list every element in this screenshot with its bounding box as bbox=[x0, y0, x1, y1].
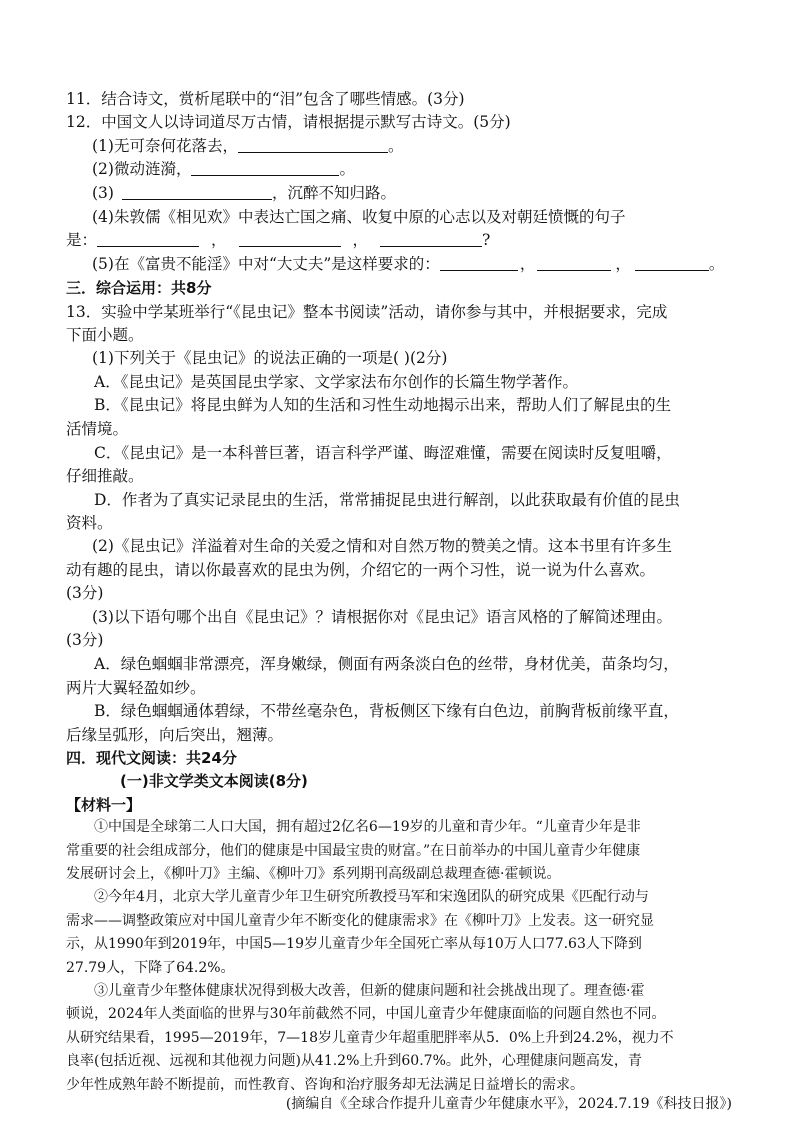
paragraph-2-line2: 需求——调整政策应对中国儿童青少年不断变化的健康需求》在《柳叶刀》上发表。这一研究显 bbox=[66, 912, 654, 929]
label: 是： bbox=[66, 231, 98, 250]
answer-blank[interactable] bbox=[635, 254, 709, 271]
option-c[interactable]: C．《昆虫记》是一本科普巨著，语言科学严谨、晦涩难懂，需要在阅读时反复咀嚼， bbox=[94, 443, 672, 462]
material-1-label: 【材料一】 bbox=[66, 795, 142, 814]
paragraph-2: ②今年4月，北京大学儿童青少年卫生研究所教授马军和宋逸团队的研究成果《匹配行动与 bbox=[94, 889, 649, 906]
question-13-2-score: (3分) bbox=[66, 584, 104, 603]
option-c-cont: 仔细推敲。 bbox=[66, 467, 144, 486]
quote-option-a: A．绿色蝈蝈非常漂亮，浑身嫩绿，侧面有两条淡白色的丝带，身材优美，苗条均匀， bbox=[94, 655, 679, 674]
question-12-3-end: ，沉醉不知归路。 bbox=[271, 183, 396, 202]
punct: ， bbox=[615, 254, 631, 273]
question-12: 12．中国文人以诗词道尽万古情，请根据提示默写古诗文。(5分) bbox=[66, 113, 511, 132]
punct: 。 bbox=[387, 136, 404, 155]
question-13-3-score: (3分) bbox=[66, 631, 104, 649]
option-d-cont: 资料。 bbox=[66, 514, 113, 532]
punct: ， bbox=[519, 254, 536, 273]
paragraph-3: ③儿童青少年整体健康状况得到极大改善，但新的健康问题和社会挑战出现了。理查德·霍 bbox=[94, 982, 645, 999]
question-13-1: (1)下列关于《昆虫记》的说法正确的一项是( )(2分) bbox=[92, 349, 448, 368]
answer-blank[interactable] bbox=[380, 230, 482, 247]
answer-blank[interactable] bbox=[440, 254, 518, 271]
answer-blank[interactable] bbox=[97, 230, 199, 247]
answer-blank[interactable] bbox=[191, 159, 339, 176]
source-citation: (摘编自《全球合作提升儿童青少年健康水平》，2024.7.19《科技日报》) bbox=[285, 1096, 732, 1112]
subsection-1-heading: (一)非文学类文本阅读(8分) bbox=[120, 772, 308, 791]
question-11: 11．结合诗文，赏析尾联中的“泪”包含了哪些情感。(3分) bbox=[66, 90, 465, 108]
question-13-intro: 13．实验中学某班举行“《昆虫记》整本书阅读”活动，请你参与其中，并根据要求，完成 bbox=[66, 302, 668, 321]
paragraph-1-line2: 常重要的社会组成部分，他们的健康是中国最宝贵的财富。”在日前举办的中国儿童青少年健康 bbox=[66, 842, 641, 859]
quote-option-a-cont: 两片大翼轻盈如纱。 bbox=[66, 678, 206, 697]
question-12-2-text: (2)微动涟漪， bbox=[92, 160, 192, 179]
section-4-heading: 四．现代文阅读：共24分 bbox=[66, 749, 237, 767]
question-13-2-cont: 动有趣的昆虫，请以你最喜欢的昆虫为例，介绍它的一两个习性，说一说为什么喜欢。 bbox=[66, 560, 656, 579]
option-b-cont: 活情境。 bbox=[66, 419, 129, 438]
question-12-1 bbox=[92, 133, 732, 159]
option-d[interactable]: D．作者为了真实记录昆虫的生活，常常捕捉昆虫进行解剖，以此获取最有价值的昆虫 bbox=[94, 490, 680, 509]
option-a[interactable]: A．《昆虫记》是英国昆虫学家、文学家法布尔创作的长篇生物学著作。 bbox=[94, 372, 578, 391]
paragraph-1-line3: 发展研讨会上，《柳叶刀》主编、《柳叶刀》系列期刊高级副总裁理查德·霍顿说。 bbox=[66, 865, 561, 882]
punct: ? bbox=[482, 231, 491, 250]
answer-blank[interactable] bbox=[122, 183, 272, 200]
question-12-3 bbox=[92, 180, 732, 206]
punct: 。 bbox=[708, 254, 725, 273]
paragraph-3-line5: 少年性成熟年龄不断提前，而性教育、咨询和治疗服务却无法满足日益增长的需求。 bbox=[66, 1076, 584, 1093]
paragraph-1: ①中国是全球第二人口大国，拥有超过2亿名6—19岁的儿童和青少年。“儿童青少年是非 bbox=[94, 819, 641, 836]
question-12-5-text: (5)在《富贵不能淫》中对“大丈夫”是这样要求的： bbox=[92, 254, 440, 273]
question-12-3-text: (3) bbox=[92, 183, 114, 202]
quote-option-b-cont: 后缘呈弧形，向后突出，翘薄。 bbox=[66, 725, 284, 744]
paragraph-2-line4: 27.79人，下降了64.2%。 bbox=[66, 959, 235, 976]
question-12-4-answer bbox=[66, 227, 732, 253]
question-12-4: (4)朱敦儒《相见欢》中表达亡国之痛、收复中原的心志以及对朝廷愤慨的句子 bbox=[92, 208, 626, 226]
quote-option-b: B．绿色蝈蝈通体碧绿，不带丝毫杂色，背板侧区下缘有白色边，前胸背板前缘平直， bbox=[94, 702, 679, 721]
question-13-2: (2)《昆虫记》洋溢着对生命的关爱之情和对自然万物的赞美之情。这本书里有许多生 bbox=[92, 537, 672, 556]
section-3-heading: 三．综合运用：共8分 bbox=[66, 279, 212, 298]
question-12-2 bbox=[92, 156, 732, 182]
punct: 。 bbox=[339, 160, 355, 179]
question-13-intro-cont: 下面小题。 bbox=[66, 325, 144, 344]
answer-blank[interactable] bbox=[239, 230, 341, 247]
punct: ， bbox=[211, 231, 227, 250]
question-13-3: (3)以下语句哪个出自《昆虫记》？请根据你对《昆虫记》语言风格的了解简述理由。 bbox=[92, 607, 672, 626]
paragraph-3-line2: 顿说，2024年人类面临的世界与30年前截然不同，中国儿童青少年健康面临的问题自然也不同。 bbox=[66, 1006, 666, 1023]
answer-blank[interactable] bbox=[238, 136, 388, 153]
paragraph-3-line4: 良率(包括近视、远视和其他视力问题)从41.2%上升到60.7%。此外，心理健康问题高发，青 bbox=[66, 1053, 642, 1070]
question-12-1-text: (1)无可奈何花落去， bbox=[92, 136, 238, 155]
question-12-5 bbox=[92, 251, 732, 277]
paragraph-2-line3: 示，从1990年到2019年，中国5—19岁儿童青少年全国死亡率从每10万人口77.63人下降到 bbox=[66, 936, 642, 953]
punct: ， bbox=[352, 231, 369, 250]
paragraph-3-line3: 从研究结果看，1995—2019年，7—18岁儿童青少年超重肥胖率从5．0%上升到24.2%，视力不 bbox=[66, 1029, 674, 1046]
option-b[interactable]: B．《昆虫记》将昆虫鲜为人知的生活和习性生动地揭示出来，帮助人们了解昆虫的生 bbox=[94, 396, 672, 415]
answer-blank[interactable] bbox=[537, 254, 611, 271]
